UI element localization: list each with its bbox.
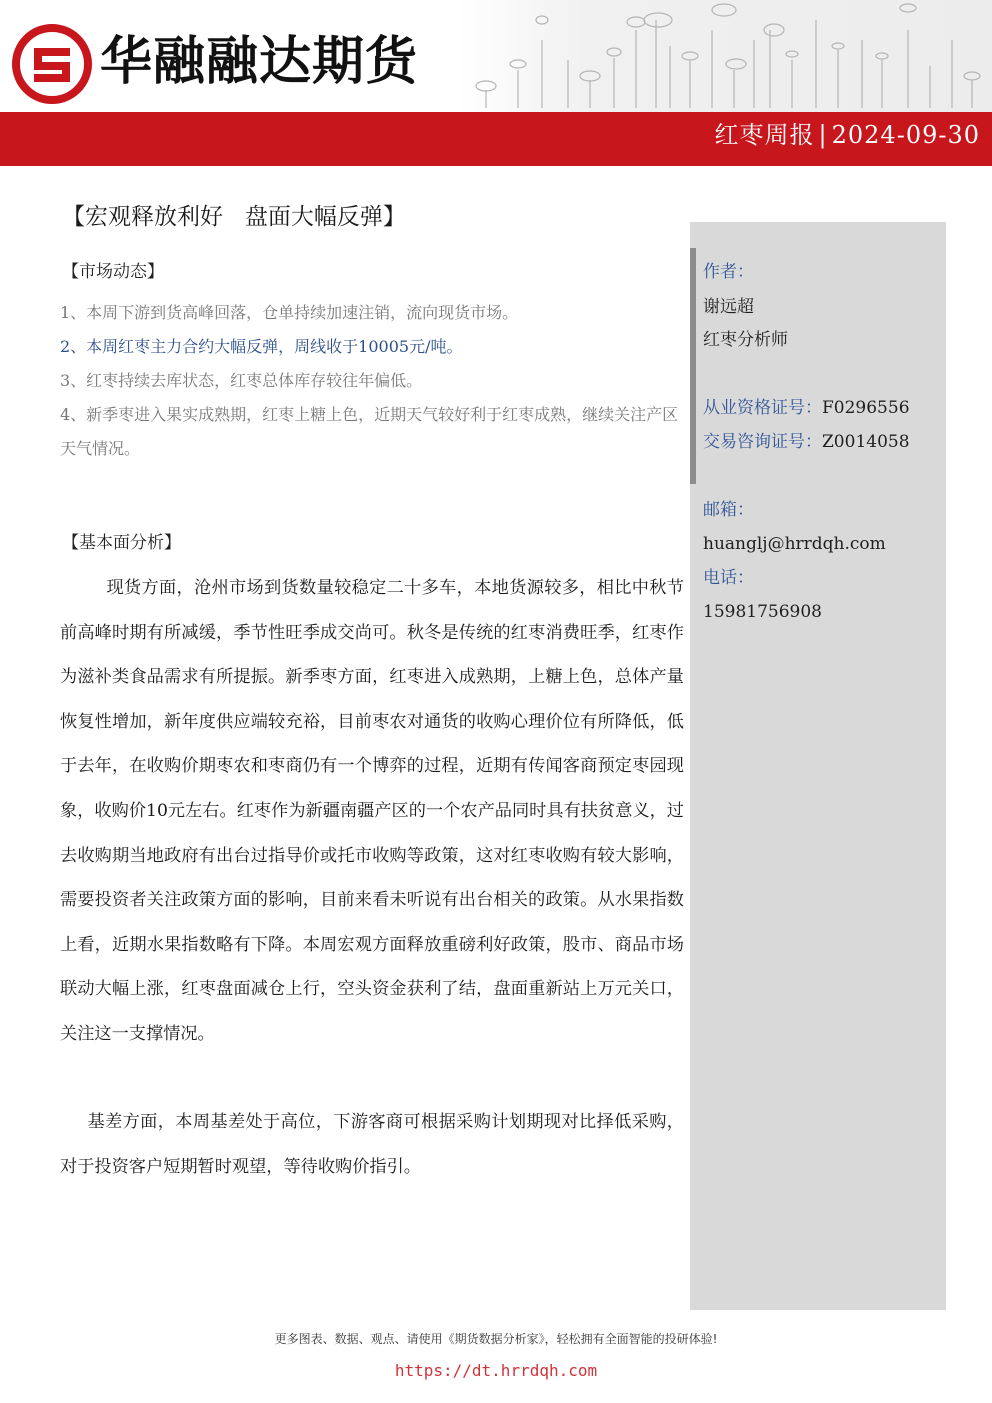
footer-note: 更多图表、数据、观点、请使用《期货数据分析家》，轻松拥有全面智能的投研体验! xyxy=(274,1332,718,1346)
author-title: 红枣分析师 xyxy=(703,330,788,350)
report-date: 2024-09-30 xyxy=(831,121,980,149)
consult-label: 交易咨询证号： xyxy=(703,432,822,452)
email-value[interactable]: huanglj@hrrdqh.com xyxy=(703,534,886,554)
report-title xyxy=(715,120,980,150)
title-separator: | xyxy=(818,121,828,149)
market-item: 4、新季枣进入果实成熟期，红枣上糖上色，近期天气较好利于红枣成熟，继续关注产区天气情况。 xyxy=(60,405,679,458)
author-label: 作者： xyxy=(703,262,754,282)
email-label: 邮箱： xyxy=(703,500,754,520)
consult-line xyxy=(703,430,910,454)
market-section-label: 【市场动态】 xyxy=(62,262,164,282)
phone-label: 电话： xyxy=(703,568,754,588)
license-line xyxy=(703,396,910,420)
decoration-lines-graphic xyxy=(458,0,992,112)
brand-name: 华融融达期货 xyxy=(100,32,419,92)
header-decoration xyxy=(458,0,992,112)
report-header xyxy=(0,0,992,166)
consult-value: Z0014058 xyxy=(822,432,910,452)
market-list xyxy=(60,296,680,466)
report-type: 红枣周报 xyxy=(714,121,815,149)
phone-value: 15981756908 xyxy=(703,602,822,622)
author-sidebar xyxy=(690,222,946,1310)
market-item: 3、红枣持续去库状态，红枣总体库存较往年偏低。 xyxy=(60,371,423,390)
fundamental-paragraph-2: 基差方面，本周基差处于高位，下游客商可根据采购计划期现对比择低采购，对于投资客户短期暂时观望，等待收购价指引。 xyxy=(60,1112,684,1177)
sidebar-accent-bar xyxy=(690,248,696,484)
company-logo xyxy=(12,24,92,104)
author-name: 谢远超 xyxy=(703,297,754,317)
market-item: 2、本周红枣主力合约大幅反弹，周线收于10005元/吨。 xyxy=(60,337,463,356)
license-value: F0296556 xyxy=(822,398,910,418)
fundamental-section-label: 【基本面分析】 xyxy=(62,533,181,553)
license-label: 从业资格证号： xyxy=(703,398,822,418)
market-item: 1、本周下游到货高峰回落，仓单持续加速注销，流向现货市场。 xyxy=(60,303,519,322)
fundamental-paragraph-1: 现货方面，沧州市场到货数量较稳定二十多车，本地货源较多，相比中秋节前高峰时期有所减缓，季节性旺季成交尚可。秋冬是传统的红枣消费旺季，红枣作为滋补类食品需求有所提振。新季枣方面，红枣进入成熟期，上糖上色，总体产量恢复性增加，新年度供应端较充裕，目前枣农对通货的收购心理价位有所降低，低于去年，在收购价期枣农和枣商仍有一个博弈的过程，近期有传闻客商预定枣园现象，收购价10元左右。红枣作为新疆南疆产区的一个农产品同时具有扶贫意义，过去收购期当地政府有出台过指导价或托市收购等政策，这对红枣收购有较大影响，需要投资者关注政策方面的影响，目前来看未听说有出台相关的政策。从水果指数上看，近期水果指数略有下降。本周宏观方面释放重磅利好政策，股市、商品市场联动大幅上涨，红枣盘面减仓上行，空头资金获利了结，盘面重新站上万元关口，关注这一支撑情况。 xyxy=(60,578,684,1044)
report-headline: 【宏观释放利好 盘面大幅反弹】 xyxy=(62,204,406,230)
footer-link[interactable]: https://dt.hrrdqh.com xyxy=(394,1361,598,1380)
